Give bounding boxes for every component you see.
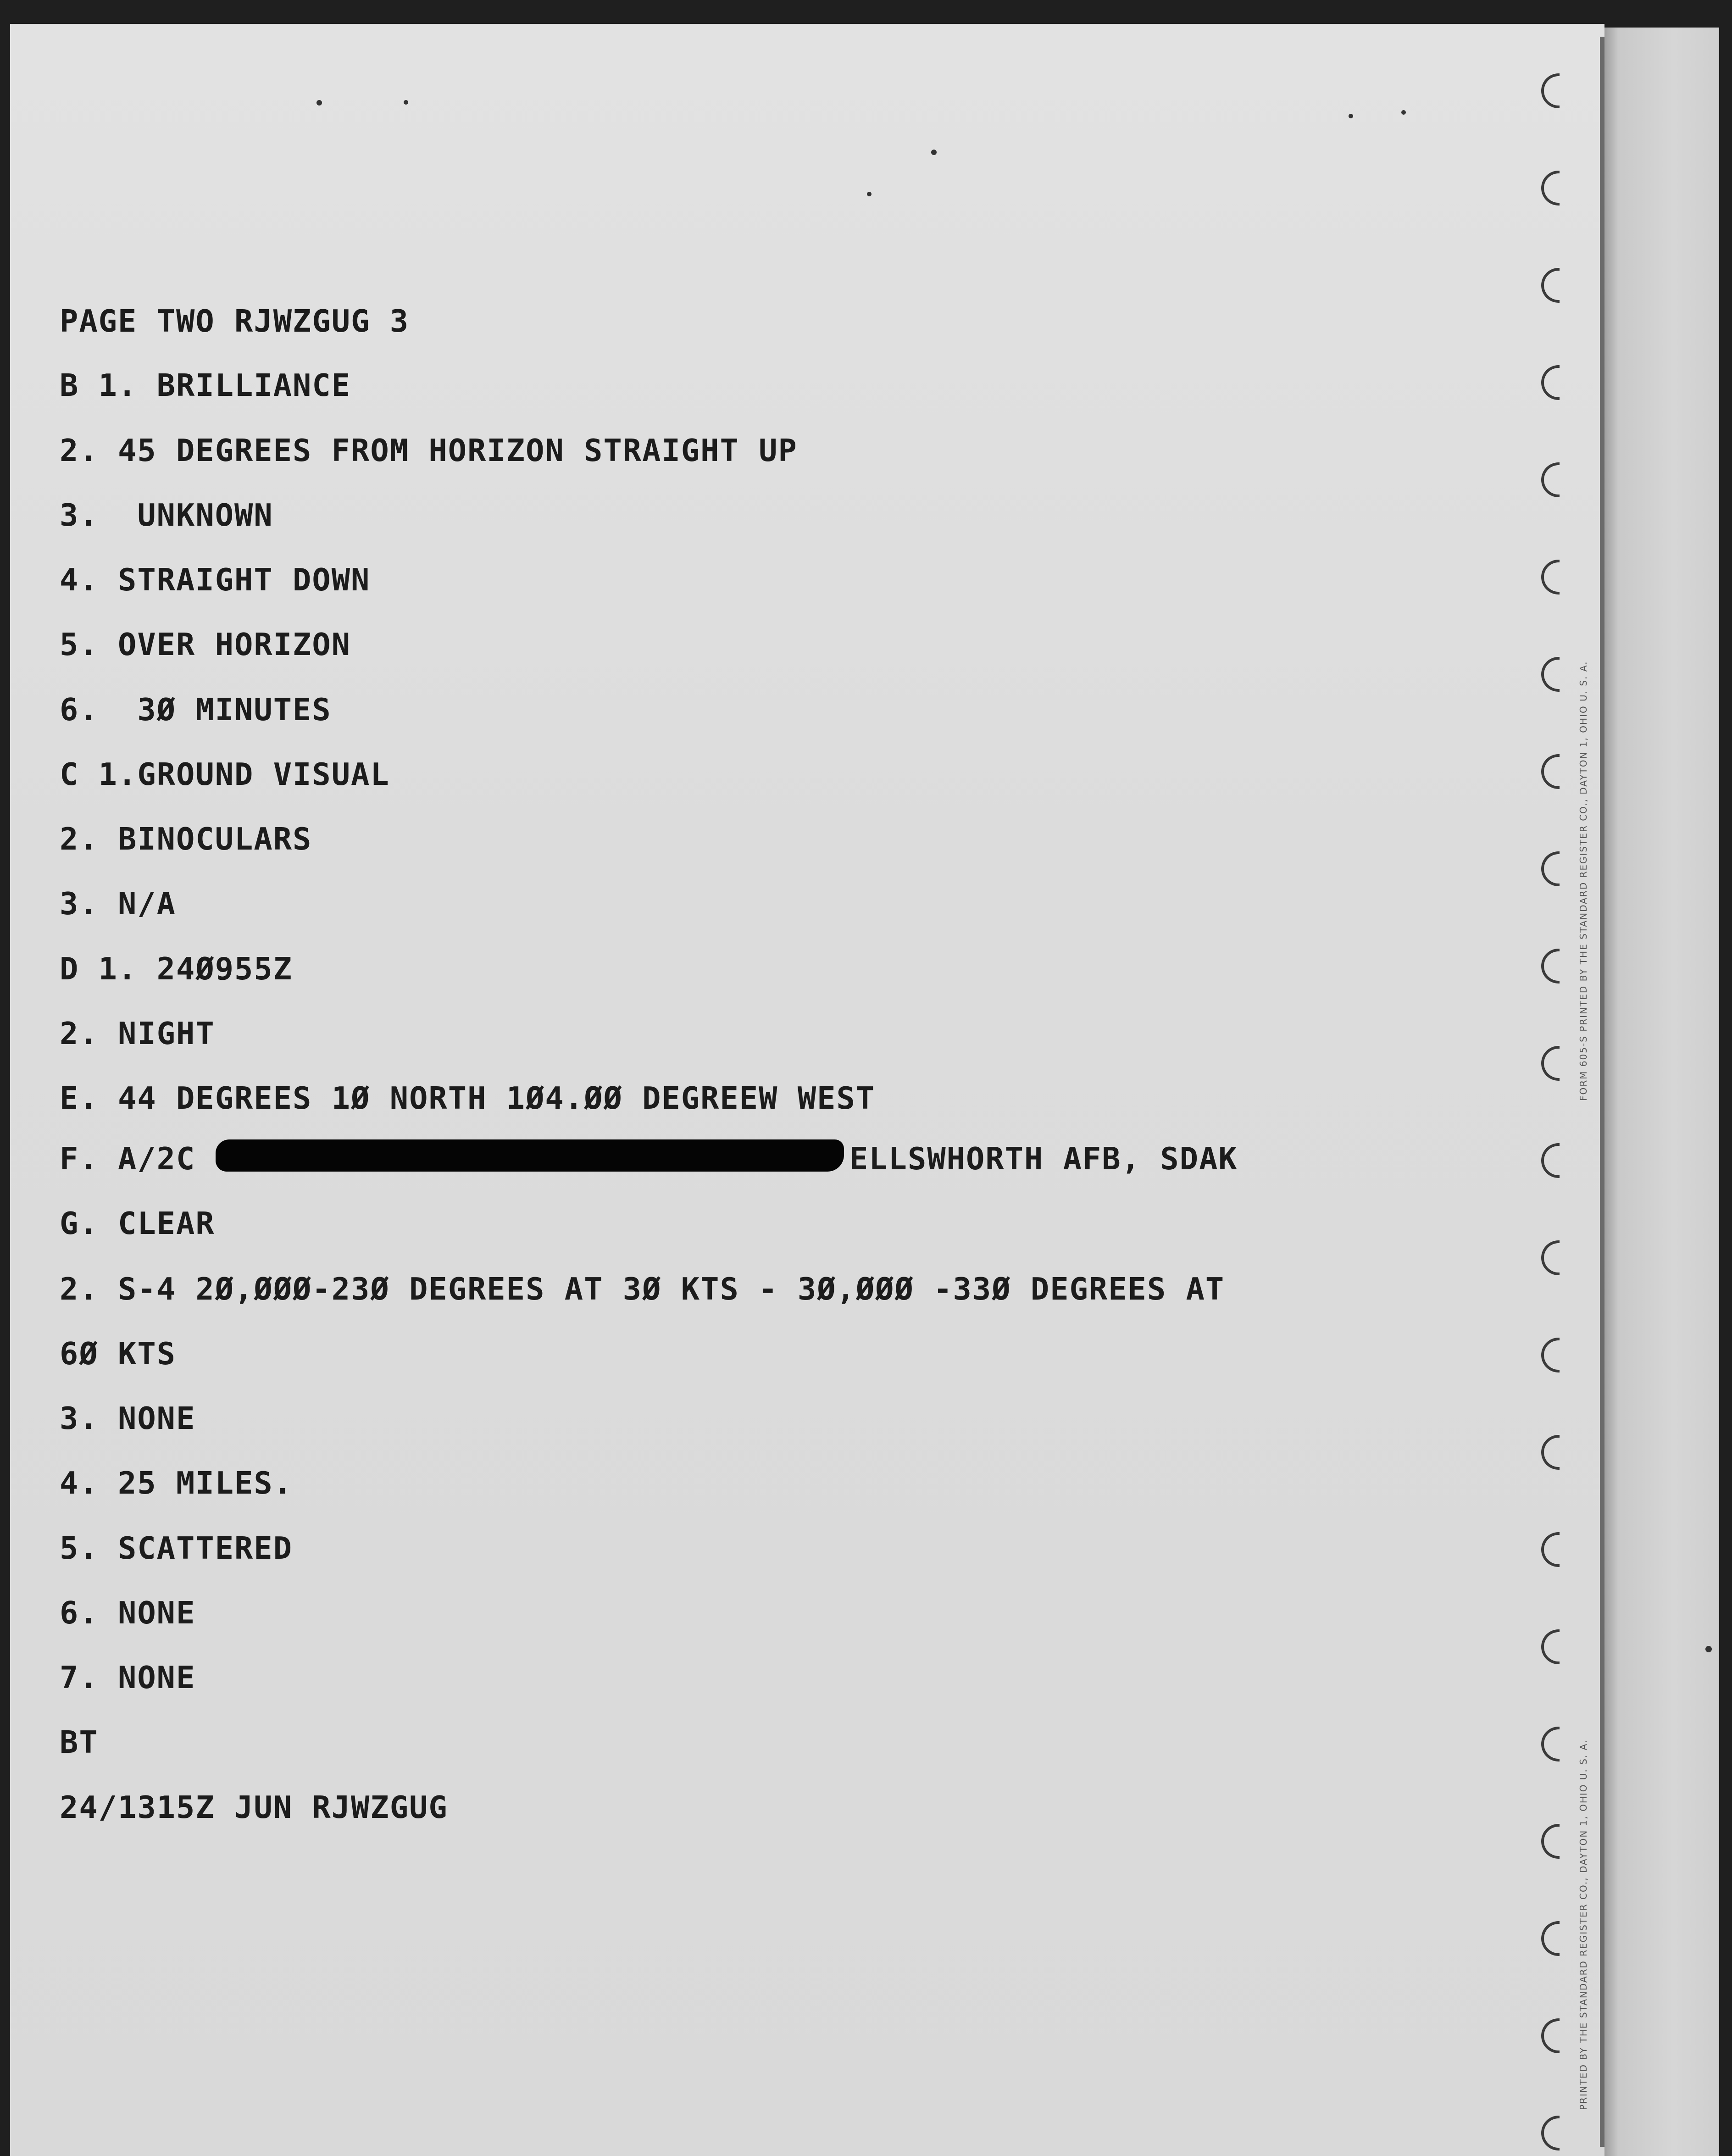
text-line: 4. STRAIGHT DOWN bbox=[60, 562, 371, 598]
text-line: BT bbox=[60, 1724, 99, 1760]
text-line: 4. 25 MILES. bbox=[60, 1465, 293, 1501]
text-line: 5. SCATTERED bbox=[60, 1530, 293, 1566]
text-line: C 1.GROUND VISUAL bbox=[60, 756, 390, 792]
text-line: 6. 3Ø MINUTES bbox=[60, 692, 332, 728]
text-line: 2. NIGHT bbox=[60, 1016, 215, 1051]
text-line: 24/1315Z JUN RJWZGUG bbox=[60, 1789, 448, 1825]
paper-speck bbox=[1349, 114, 1353, 118]
tractor-feed-strip bbox=[1604, 28, 1719, 2156]
paper-speck bbox=[931, 150, 937, 155]
paper-speck bbox=[1401, 110, 1406, 115]
margin-imprint-lower: PRINTED BY THE STANDARD REGISTER CO., DAYTON 1, OHIO U. S. A. bbox=[1578, 1739, 1589, 2110]
text-line: E. 44 DEGREES 1Ø NORTH 1Ø4.ØØ DEGREEW WEST bbox=[60, 1080, 876, 1116]
redaction-bar bbox=[216, 1139, 844, 1172]
paper-speck bbox=[316, 100, 322, 106]
text-line: 2. BINOCULARS bbox=[60, 821, 312, 857]
text-line: G. CLEAR bbox=[60, 1206, 215, 1241]
text-line: 6. NONE bbox=[60, 1595, 196, 1631]
text-line: B 1. BRILLIANCE bbox=[60, 367, 351, 403]
text-line: 7. NONE bbox=[60, 1660, 196, 1695]
text-line: F. A/2C bbox=[60, 1141, 196, 1177]
text-line: 6Ø KTS bbox=[60, 1336, 177, 1372]
text-line: 3. N/A bbox=[60, 886, 177, 922]
text-line: 2. S-4 2Ø,ØØØ-23Ø DEGREES AT 3Ø KTS - 3Ø,ØØØ -33Ø DEGREES AT bbox=[60, 1271, 1225, 1307]
paper-speck bbox=[867, 192, 872, 196]
text-line: 3. NONE bbox=[60, 1400, 196, 1436]
text-line: 3. UNKNOWN bbox=[60, 497, 273, 533]
text-line: 2. 45 DEGREES FROM HORIZON STRAIGHT UP bbox=[60, 433, 798, 468]
text-line-suffix: ELLSWHORTH AFB, SDAK bbox=[849, 1141, 1238, 1177]
perforation-edge bbox=[1600, 37, 1604, 2147]
header-line: PAGE TWO RJWZGUG 3 bbox=[60, 303, 410, 339]
text-line: D 1. 24Ø955Z bbox=[60, 951, 293, 987]
margin-imprint-upper: FORM 605-S PRINTED BY THE STANDARD REGISTER CO., DAYTON 1, OHIO U. S. A. bbox=[1578, 661, 1589, 1101]
paper-speck bbox=[1705, 1646, 1712, 1652]
text-line: 5. OVER HORIZON bbox=[60, 627, 351, 662]
paper-speck bbox=[404, 100, 408, 105]
